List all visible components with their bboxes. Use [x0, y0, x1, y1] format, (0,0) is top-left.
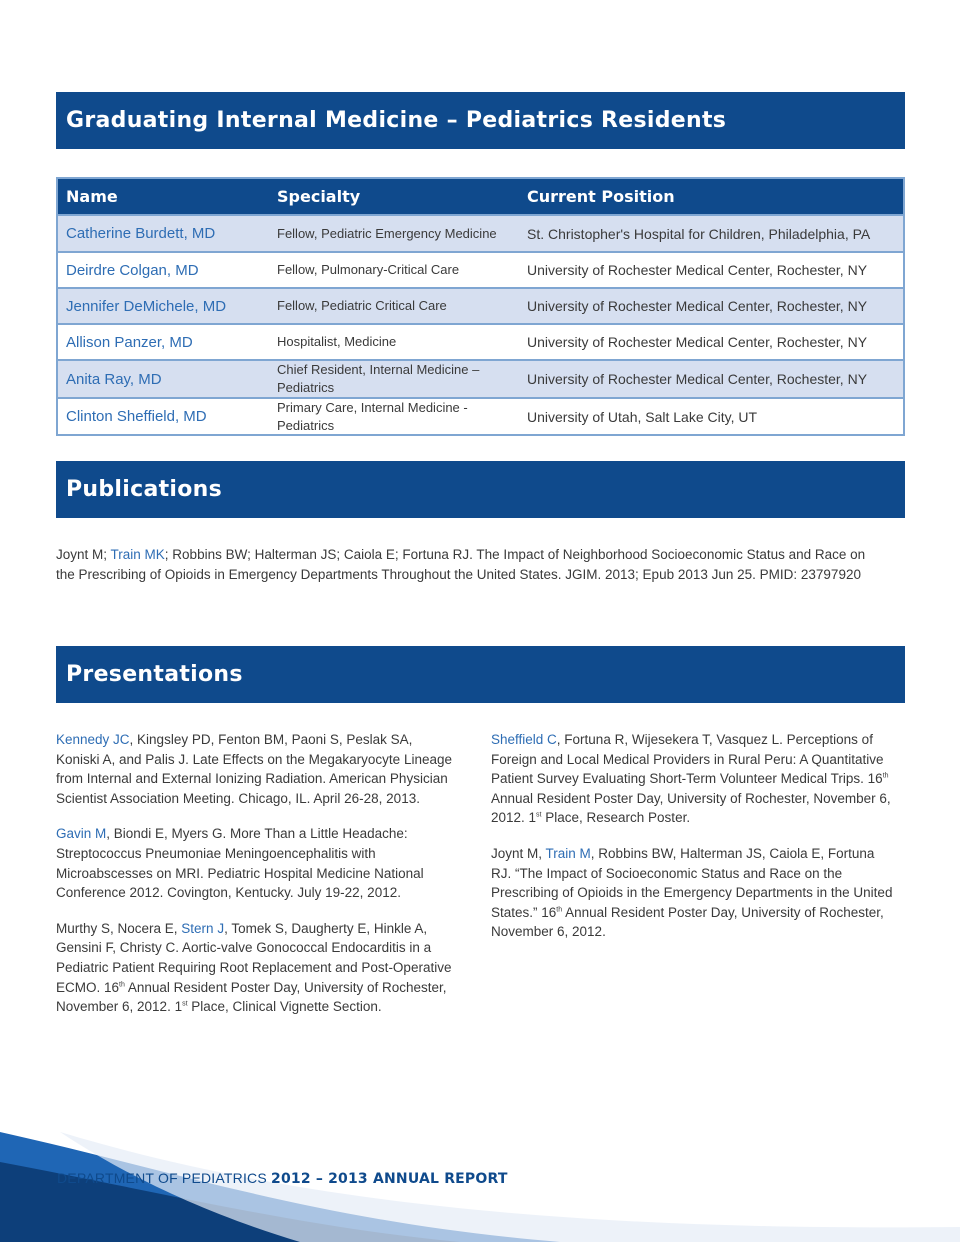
resident-name: Clinton Sheffield, MD [66, 408, 207, 425]
footer-text [57, 1170, 508, 1187]
highlighted-author: Sheffield C [491, 732, 557, 747]
resident-position: University of Utah, Salt Lake City, UT [527, 408, 758, 425]
superscript: st [536, 811, 542, 819]
resident-position: St. Christopher's Hospital for Children, Philadelphia, PA [527, 225, 871, 242]
citation-text: Place, Clinical Vignette Section. [187, 999, 382, 1015]
highlighted-author: Kennedy JC [56, 732, 130, 747]
presentations-section-title: Presentations [56, 646, 905, 703]
footer-dept: DEPARTMENT OF PEDIATRICS [57, 1170, 271, 1186]
resident-specialty: Chief Resident, Internal Medicine – Pediatrics [277, 362, 480, 395]
citation-text: Annual Resident Poster Day, University of Rochester, November 6, 2012. 1 [491, 790, 891, 826]
presentation-citation [56, 824, 456, 902]
table-row [58, 287, 903, 323]
highlighted-author: Train M [545, 845, 591, 861]
resident-name: Allison Panzer, MD [66, 333, 193, 351]
citation-text: , Tomek S, Daugherty E, Hinkle A, Gensini F, Christy C. Aortic-valve Gonococcal Endocarditis in a Pediatric Patient Requiring Root Replacement and Post-Operative ECMO. 16 [56, 920, 452, 995]
citation-text: Joynt M; [56, 547, 111, 562]
table-row [58, 214, 903, 251]
presentations-left-column [56, 730, 456, 1033]
presentation-citation [56, 919, 456, 1017]
footer-wave-graphic [0, 1132, 960, 1242]
highlighted-author: Train MK [110, 547, 165, 562]
citation-text: Murthy S, Nocera E, [56, 920, 182, 936]
citation-text: Joynt M, [491, 845, 546, 861]
header-position: Current Position [527, 187, 675, 206]
resident-position: University of Rochester Medical Center, Rochester, NY [527, 334, 868, 350]
residents-section-title: Graduating Internal Medicine – Pediatrics Residents [56, 92, 905, 149]
citation-text: , Robbins BW, Halterman JS, Caiola E, Fortuna RJ. “The Impact of Socioeconomic Status and Race on the Prescribing of Opioids in the Emergency Departments in the United States.” 16 [491, 845, 893, 920]
resident-position: University of Rochester Medical Center, Rochester, NY [527, 298, 868, 314]
presentations-right-column [491, 730, 896, 958]
presentation-citation [491, 730, 896, 828]
table-row [58, 323, 903, 359]
resident-position: University of Rochester Medical Center, Rochester, NY [527, 262, 868, 278]
citation-text: , Fortuna R, Wijesekera T, Vasquez L. Perceptions of Foreign and Local Medical Providers in Rural Peru: A Quantitative Patient Survey Evaluating Short-Term Volunteer Medical Trips. 16 [491, 732, 884, 787]
resident-specialty: Hospitalist, Medicine [277, 334, 397, 349]
highlighted-author: Gavin M [56, 826, 107, 842]
resident-specialty: Fellow, Pediatric Emergency Medicine [277, 225, 497, 241]
resident-name: Deirdre Colgan, MD [66, 261, 199, 279]
table-row [58, 359, 903, 397]
superscript: st [182, 1000, 188, 1008]
citation-text: Place, Research Poster. [541, 810, 691, 826]
residents-table [56, 177, 905, 436]
citation-text: Annual Resident Poster Day, University of Rochester, November 6, 2012. [491, 904, 884, 940]
resident-specialty: Fellow, Pulmonary-Critical Care [277, 262, 460, 277]
table-row [58, 397, 903, 434]
presentation-citation [56, 730, 456, 808]
superscript: th [882, 772, 889, 780]
highlighted-author: Stern J [181, 920, 225, 936]
superscript: th [556, 906, 563, 914]
citation-text: ; Robbins BW; Halterman JS; Caiola E; Fortuna RJ. The Impact of Neighborhood Socioeconomic Status and Race on the Prescribing of Opioids in Emergency Departments Throughout the United States. JGIM. 2013; Epub 2013 Jun 25. PMID: 23797920 [56, 547, 866, 582]
resident-name: Jennifer DeMichele, MD [66, 297, 227, 315]
presentation-citation [491, 844, 896, 942]
header-specialty: Specialty [277, 187, 361, 206]
resident-specialty: Fellow, Pediatric Critical Care [277, 298, 447, 313]
resident-name: Anita Ray, MD [66, 370, 162, 388]
publications-section-title: Publications [56, 461, 905, 518]
citation-text: , Kingsley PD, Fenton BM, Paoni S, Peslak SA, Koniski A, and Palis J. Late Effects on the Megakaryocyte Lineage from Internal and External Ionizing Radiation. American Physician Scientist Association Meeting. Chicago, IL. April 26-28, 2013. [56, 732, 452, 806]
table-header [58, 179, 903, 214]
footer-report: 2012 – 2013 ANNUAL REPORT [271, 1171, 508, 1187]
header-name: Name [66, 187, 118, 206]
publication-citation [56, 545, 876, 584]
resident-name: Catherine Burdett, MD [66, 225, 216, 242]
superscript: th [119, 981, 125, 989]
table-row [58, 251, 903, 287]
citation-text: Annual Resident Poster Day, University of Rochester, November 6, 2012. 1 [56, 979, 447, 1015]
citation-text: , Biondi E, Myers G. More Than a Little Headache: Streptococcus Pneumoniae Meningoencephalitis with Microabscesses on MRI. Pediatric Hospital Medicine National Conference 2012. Covington, Kentucky. July 19-22, 2012. [56, 826, 424, 901]
resident-specialty: Primary Care, Internal Medicine - Pediatrics [277, 399, 468, 433]
resident-position: University of Rochester Medical Center, Rochester, NY [527, 371, 868, 387]
